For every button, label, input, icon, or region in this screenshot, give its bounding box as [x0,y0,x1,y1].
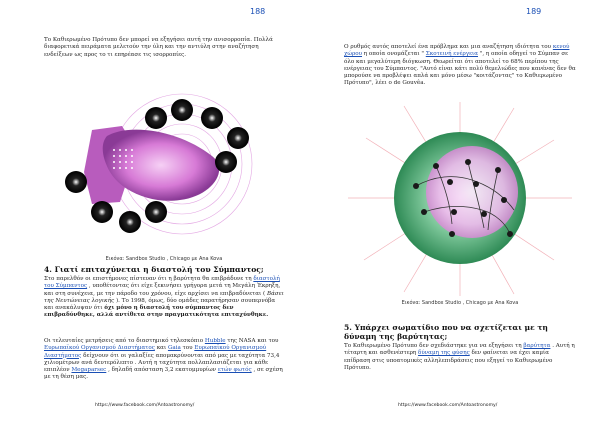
section-4-body [44,276,284,320]
link-hubble[interactable]: Hubble [204,338,226,344]
figure-caption: Εικόνα: Sandbox Studio , Chicago με Ana Kova [105,256,223,262]
section-heading-4: 4. Γιατί επιταχύνεται η διαστολή του Σύμπαντος; [44,265,264,274]
text-run: και [156,345,168,352]
link-gravity[interactable]: βαρύτητα [523,343,551,349]
right-page [300,0,600,424]
text-run: του [182,345,195,352]
link-esa[interactable]: Ευρωπαϊκού Οργανισμού Διαστήματος [44,345,155,352]
page-number: 189 [526,7,542,16]
text-run: , δηλαδή απόσταση 3,2 εκατομμυρίων [108,367,218,374]
link-megaparsec[interactable]: Megaparsec [71,367,107,374]
figure-caption: Εικόνα: Sandbox Studio , Chicago με Ana Kova [401,300,519,306]
text-run: Ο ρυθμός αυτός αποτελεί ένα πρόβλημα και μια αναζήτηση ιδιότητα του [344,44,553,50]
bold-run: όχι μόνο η διαστολή του σύμπαντος δεν επιβραδύνθηκε, αλλά αντίθετα στην πραγματικότητα επιταχύνθηκε. [44,305,269,319]
section-4-followup [44,338,284,382]
intro-paragraph: Το Καθιερωμένο Πρότυπο δεν μπορεί να εξηγήσει αυτή την ανισορροπία. Πολλά διαφορετικά πειράματα μελετούν την ύλη και την αντιύλη στην αναζήτηση ενδείξεων ως προς το τι επηρέασε τις ισορροπίες. [44,37,273,58]
link-dark-energy[interactable]: Σκοτεινή ενέργεια [425,51,478,58]
page-number: 188 [250,7,266,16]
footer-url[interactable]: https://www.facebook.com/Antoastronomy/ [95,403,195,408]
text-run: δεν φαίνεται να έχει καμία επίδραση στις υποατομικές αλληλεπιδράσεις που εξηγεί το Καθιερωμένο Πρότυπο. [344,350,553,371]
intro-paragraph [344,44,576,88]
italic-run: Βάσει της Νευτώνειας λογικής [44,290,284,304]
text-run: , σε σχέση με τη θέση μας. [44,367,283,381]
figure-gravity-particle [344,100,576,296]
footer-url[interactable]: https://www.facebook.com/Antoastronomy/ [398,403,498,408]
text-run: της NASA και του [227,338,279,344]
link-light-years[interactable]: ετών φωτός [217,367,252,374]
link-empty-space[interactable]: κενού χώρου [344,44,570,58]
text-run: ). Το 1998, όμως, δύο ομάδες παρατήρησαν σουπερνόβα και ανακάλυψαν ότι [44,297,276,312]
section-heading-5: 5. Υπάρχει σωματίδιο που να σχετίζεται με τη δύναμη της βαρύτητας; [344,323,548,341]
text-run: ", η οποία οδηγεί το Σύμπαν σε όλο και μεγαλύτερη διόγκωση. Θεωρείται ότι αποτελεί το 68% περίπου της ενέργειας του Σύμπαντος. "Αυτό είναι κάτι πολύ θεμελιώδες που κανένας δεν θα μπορούσε να προβλέψει απλά και μόνο μέσω "κοιτάζοντας" το Καθιερωμένο Πρότυπο", λέει ο de Gouvêa. [344,51,576,87]
figure-matter-antimatter [62,92,262,250]
link-universe-expansion[interactable]: διαστολή του Σύμπαντος [44,276,280,290]
link-gaia[interactable]: Gaia [167,345,181,352]
text-run: Οι τελευταίες μετρήσεις από το διαστημικό τηλεσκόπιο [44,338,205,344]
text-run: . Αυτή η τέταρτη και ασθενέστερη [344,343,575,357]
link-esa-2[interactable]: Ευρωπαϊκού Οργανισμού Διαστήματος [44,345,267,359]
link-force-of-nature[interactable]: δύναμη της φύσης [418,350,470,357]
text-run: Το Καθιερωμένο Πρότυπο δεν σχεδιάστηκε για να εξηγήσει τη [344,343,524,349]
text-run: δείχνουν ότι οι γαλαξίες απομακρύνονται από μας με ταχύτητα 73,4 χιλιομέτρων ανά δευτερόλεπτο . Αυτή η ταχύτητα πολλαπλασιάζεται για κάθε επιπλέον [44,352,280,374]
text-run: Στο παρελθόν οι επιστήμονες πίστευαν ότι η βαρύτητα θα επιβράδυνε τη [44,276,252,282]
text-run: η οποία ονομάζεται " [363,51,424,58]
text-run: , υποθέτοντας ότι είχε ξεκινήσει γρήγορα μετά τη Μεγάλη Έκρηξη, και στη συνέχεια, με την πάροδο του χρόνου, είχε αρχίσει να επιβραδύνεται ( [44,283,281,297]
section-5-body [344,343,576,372]
